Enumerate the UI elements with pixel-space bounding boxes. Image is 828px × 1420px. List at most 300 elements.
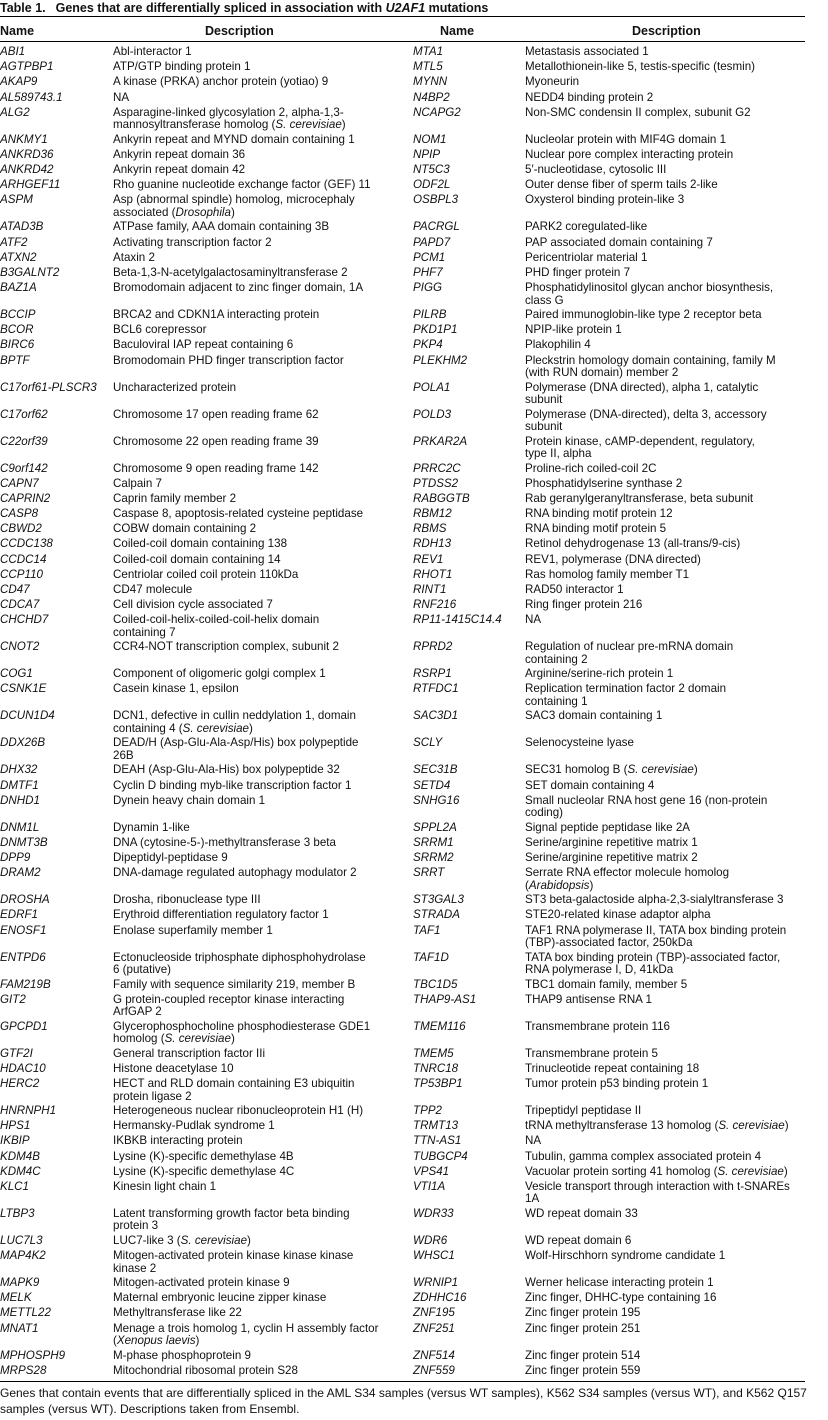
cell-line: 1A (525, 1192, 540, 1206)
cell-line: RP11-1415C14.4 (413, 613, 502, 627)
gene-description-left (113, 1151, 413, 1166)
gene-description-left (113, 837, 413, 852)
gene-description-right (525, 1292, 820, 1307)
gene-name-right (413, 382, 525, 409)
cell-line: Latent transforming growth factor beta binding (113, 1206, 350, 1220)
cell-line: Mitogen-activated protein kinase kinase kinase (113, 1249, 354, 1263)
cell-line: SRRM2 (413, 851, 454, 865)
cell-line: ATF2 (0, 235, 28, 249)
gene-description-left (113, 1350, 413, 1365)
gene-name-left (0, 1323, 113, 1350)
species-name: S. cerevisiae (164, 1032, 231, 1046)
gene-description-left (113, 764, 413, 779)
gene-description-left (113, 92, 413, 107)
gene-name-right (413, 1151, 525, 1166)
gene-description-right (525, 1166, 820, 1181)
gene-description-right (525, 1235, 820, 1250)
cell-line: Serine/arginine repetitive matrix 2 (525, 851, 698, 865)
cell-line: (with RUN domain) member 2 (525, 366, 679, 380)
cell-line: Hermansky-Pudlak syndrome 1 (113, 1119, 275, 1133)
cell-line: KDM4B (0, 1149, 40, 1163)
cell-line: Dynamin 1-like (113, 820, 190, 834)
gene-description-right (525, 523, 820, 538)
gene-name-right (413, 164, 525, 179)
gene-name-left (0, 355, 113, 382)
gene-description-right (525, 436, 820, 463)
gene-description-right (525, 1323, 820, 1350)
cell-line: containing 2 (525, 652, 588, 666)
cell-line: RNA polymerase I, D, 41kDa (525, 963, 674, 977)
cell-line: Mitochondrial ribosomal protein S28 (113, 1363, 298, 1377)
cell-line: IKBIP (0, 1134, 30, 1148)
gene-name-left (0, 508, 113, 523)
cell-line: NT5C3 (413, 163, 450, 177)
gene-description-left (113, 1277, 413, 1292)
cell-line: BCCIP (0, 308, 36, 322)
cell-line: homolog (S. cerevisiae) (113, 1032, 235, 1046)
gene-description-right (525, 493, 820, 508)
cell-line: (TBP)-associated factor, 250kDa (525, 936, 693, 950)
cell-line: ATPase family, AAA domain containing 3B (113, 220, 330, 234)
cell-line: PILRB (413, 308, 447, 322)
gene-description-right (525, 710, 820, 737)
gene-name-left (0, 668, 113, 683)
gene-name-right (413, 76, 525, 91)
cell-line: TBC1D5 (413, 977, 458, 991)
cell-line: TATA box binding protein (TBP)-associated factor, (525, 950, 781, 964)
gene-description-left (113, 149, 413, 164)
cell-line: STE20-related kinase adaptor alpha (525, 908, 711, 922)
cell-line: mannosyltransferase homolog (S. cerevisiae) (113, 118, 346, 132)
gene-name-left (0, 46, 113, 61)
cell-line: HNRNPH1 (0, 1104, 57, 1118)
gene-description-right (525, 107, 820, 134)
gene-description-right (525, 1021, 820, 1048)
cell-line: M-phase phosphoprotein 9 (113, 1348, 251, 1362)
gene-name-right (413, 194, 525, 221)
cell-line: BAZ1A (0, 281, 37, 295)
gene-name-left (0, 282, 113, 309)
cell-line: CD47 molecule (113, 582, 193, 596)
cell-line: type II, alpha (525, 447, 592, 461)
gene-description-right (525, 61, 820, 76)
header-name-right: Name (440, 24, 475, 38)
cell-line: WHSC1 (413, 1249, 455, 1263)
species-name: S. cerevisiae (717, 1164, 784, 1178)
gene-name-left (0, 795, 113, 822)
cell-line: ABI1 (0, 45, 26, 58)
gene-name-right (413, 463, 525, 478)
cell-line: DCUN1D4 (0, 709, 55, 723)
cell-line: 6 (putative) (113, 963, 171, 977)
gene-description-right (525, 324, 820, 339)
gene-name-left (0, 409, 113, 436)
cell-line: Nucleolar protein with MIF4G domain 1 (525, 132, 727, 146)
cell-line: TTN-AS1 (413, 1134, 462, 1148)
cell-line: MELK (0, 1291, 32, 1305)
gene-name-left (0, 952, 113, 979)
gene-description-right (525, 149, 820, 164)
cell-line: Uncharacterized protein (113, 380, 237, 394)
gene-description-right (525, 641, 820, 668)
cell-line: DPP9 (0, 851, 31, 865)
gene-description-left (113, 795, 413, 822)
gene-description-left (113, 493, 413, 508)
gene-name-left (0, 523, 113, 538)
gene-name-left (0, 710, 113, 737)
cell-line: ODF2L (413, 178, 451, 192)
gene-name-left (0, 1048, 113, 1063)
gene-name-left (0, 1292, 113, 1307)
gene-name-left (0, 134, 113, 149)
cell-line: Lysine (K)-specific demethylase 4C (113, 1164, 295, 1178)
gene-name-left (0, 894, 113, 909)
gene-name-left (0, 1235, 113, 1250)
gene-name-left (0, 764, 113, 779)
gene-name-left (0, 1078, 113, 1105)
cell-line: MPHOSPH9 (0, 1348, 66, 1362)
gene-description-left (113, 1235, 413, 1250)
gene-name-right (413, 952, 525, 979)
cell-line: ArfGAP 2 (113, 1005, 162, 1019)
cell-line: Histone deacetylase 10 (113, 1061, 234, 1075)
gene-description-left (113, 1365, 413, 1380)
cell-line: subunit (525, 393, 563, 407)
cell-line: AL589743.1 (0, 90, 63, 104)
cell-line: BIRC6 (0, 338, 35, 352)
cell-line: PRRC2C (413, 461, 461, 475)
cell-line: NOM1 (413, 132, 447, 146)
gene-name-right (413, 867, 525, 894)
gene-description-left (113, 1292, 413, 1307)
cell-line: CDCA7 (0, 598, 40, 612)
cell-line: RTFDC1 (413, 682, 459, 696)
cell-line: Vacuolar protein sorting 41 homolog (S. cerevisiae) (525, 1164, 788, 1178)
cell-line: ANKMY1 (0, 132, 48, 146)
gene-description-right (525, 554, 820, 569)
cell-line: Regulation of nuclear pre-mRNA domain (525, 640, 734, 654)
cell-line: ALG2 (0, 105, 30, 119)
cell-line: ZNF195 (413, 1306, 455, 1320)
gene-name-right (413, 569, 525, 584)
cell-line: MTL5 (413, 60, 443, 74)
gene-name-left (0, 1063, 113, 1078)
cell-line: NEDD4 binding protein 2 (525, 90, 654, 104)
gene-description-left (113, 599, 413, 614)
cell-line: Tripeptidyl peptidase II (525, 1104, 642, 1118)
gene-description-right (525, 822, 820, 837)
bottom-rule (0, 1381, 805, 1382)
gene-name-right (413, 1166, 525, 1181)
cell-line: TPP2 (413, 1104, 442, 1118)
cell-line: SETD4 (413, 778, 451, 792)
cell-line: Signal peptide peptidase like 2A (525, 820, 691, 834)
gene-name-left (0, 837, 113, 852)
gene-name-left (0, 309, 113, 324)
table-label: Table 1. (0, 1, 46, 15)
cell-line: BPTF (0, 353, 30, 367)
gene-name-left (0, 822, 113, 837)
gene-description-right (525, 409, 820, 436)
gene-description-right (525, 979, 820, 994)
gene-description-right (525, 764, 820, 779)
cell-line: KLC1 (0, 1179, 30, 1193)
cell-line: CBWD2 (0, 522, 42, 536)
gene-description-left (113, 1078, 413, 1105)
gene-description-left (113, 641, 413, 668)
gene-description-left (113, 409, 413, 436)
gene-description-right (525, 382, 820, 409)
gene-description-left (113, 436, 413, 463)
cell-line: SCLY (413, 736, 443, 750)
gene-description-left (113, 61, 413, 76)
gene-description-right (525, 282, 820, 309)
gene-description-left (113, 668, 413, 683)
cell-line: VTI1A (413, 1179, 446, 1193)
cell-line: Rab geranylgeranyltransferase, beta subunit (525, 491, 754, 505)
cell-line: Activating transcription factor 2 (113, 235, 272, 249)
cell-line: Ring finger protein 216 (525, 598, 643, 612)
species-name: Arabidopsis (528, 878, 590, 892)
cell-line: TMEM5 (413, 1046, 454, 1060)
gene-name-left (0, 1135, 113, 1150)
gene-description-right (525, 76, 820, 91)
cell-line: Small nucleolar RNA host gene 16 (non-protein (525, 793, 768, 807)
gene-description-right (525, 538, 820, 553)
cell-line: RABGGTB (413, 491, 470, 505)
species-name: S. cerevisiae (182, 721, 249, 735)
cell-line: Pleckstrin homology domain containing, family M (525, 353, 776, 367)
table-caption (0, 0, 828, 16)
cell-line: HDAC10 (0, 1061, 46, 1075)
gene-name-left (0, 267, 113, 282)
gene-description-left (113, 1250, 413, 1277)
cell-line: SRRT (413, 866, 445, 880)
cell-line: MTA1 (413, 45, 444, 58)
gene-description-right (525, 584, 820, 599)
gene-name-right (413, 584, 525, 599)
cell-line: Pericentriolar material 1 (525, 250, 648, 264)
cell-line: CCP110 (0, 567, 43, 581)
gene-name-right (413, 252, 525, 267)
gene-name-left (0, 478, 113, 493)
cell-line: Chromosome 9 open reading frame 142 (113, 461, 319, 475)
cell-line: Family with sequence similarity 219, member B (113, 977, 356, 991)
gene-name-right (413, 221, 525, 236)
cell-line: B3GALNT2 (0, 265, 60, 279)
cell-line: Transmembrane protein 5 (525, 1046, 658, 1060)
cell-line: DNMT3B (0, 835, 48, 849)
gene-description-right (525, 164, 820, 179)
cell-line: Casein kinase 1, epsilon (113, 682, 239, 696)
gene-name-right (413, 979, 525, 994)
cell-line: ZNF559 (413, 1363, 455, 1377)
gene-description-left (113, 107, 413, 134)
cell-line: Calpain 7 (113, 476, 162, 490)
cell-line: ANKRD42 (0, 163, 54, 177)
gene-name-right (413, 1021, 525, 1048)
cell-line: NCAPG2 (413, 105, 461, 119)
gene-name-right (413, 710, 525, 737)
gene-name-left (0, 1166, 113, 1181)
cell-line: GPCPD1 (0, 1019, 48, 1033)
cell-line: MYNN (413, 75, 448, 89)
gene-name-left (0, 92, 113, 107)
cell-line: Transmembrane protein 116 (525, 1019, 670, 1033)
cell-line: protein 3 (113, 1219, 159, 1233)
gene-description-right (525, 179, 820, 194)
gene-description-left (113, 979, 413, 994)
cell-line: SPPL2A (413, 820, 457, 834)
cell-line: RAD50 interactor 1 (525, 582, 624, 596)
cell-line: RPRD2 (413, 640, 453, 654)
gene-name-left (0, 382, 113, 409)
gene-description-right (525, 1277, 820, 1292)
cell-line: VPS41 (413, 1164, 450, 1178)
gene-name-right (413, 107, 525, 134)
gene-name-left (0, 237, 113, 252)
cell-line: Component of oligomeric golgi complex 1 (113, 667, 326, 681)
gene-name-left (0, 61, 113, 76)
gene-name-left (0, 149, 113, 164)
cell-line: protein ligase 2 (113, 1089, 192, 1103)
gene-name-right (413, 179, 525, 194)
gene-description-right (525, 46, 820, 61)
gene-description-right (525, 925, 820, 952)
top-rule (0, 16, 805, 17)
species-name: S. cerevisiae (275, 118, 342, 132)
gene-description-left (113, 508, 413, 523)
gene-name-right (413, 1048, 525, 1063)
gene-description-left (113, 1021, 413, 1048)
gene-description-right (525, 1350, 820, 1365)
gene-name-left (0, 538, 113, 553)
gene-description-left (113, 46, 413, 61)
gene-name-right (413, 795, 525, 822)
gene-name-right (413, 925, 525, 952)
gene-description-left (113, 1166, 413, 1181)
cell-line: STRADA (413, 908, 461, 922)
gene-description-right (525, 614, 820, 641)
header-description-right: Description (632, 24, 701, 38)
cell-line: kinase 2 (113, 1261, 157, 1275)
gene-name-left (0, 584, 113, 599)
cell-line: BCOR (0, 323, 34, 337)
gene-description-left (113, 324, 413, 339)
cell-line: Zinc finger protein 514 (525, 1348, 641, 1362)
gene-name-right (413, 1365, 525, 1380)
cell-line: TNRC18 (413, 1061, 459, 1075)
gene-name-right (413, 409, 525, 436)
gene-name-right (413, 1350, 525, 1365)
gene-name-left (0, 1277, 113, 1292)
gene-name-right (413, 764, 525, 779)
cell-line: PARK2 coregulated-like (525, 220, 648, 234)
cell-line: NPIP (413, 147, 441, 161)
cell-line: CD47 (0, 582, 30, 596)
header-description-left: Description (205, 24, 274, 38)
cell-line: WDR33 (413, 1206, 454, 1220)
header-name-left: Name (0, 24, 35, 38)
cell-line: Vesicle transport through interaction with t-SNAREs (525, 1179, 790, 1193)
gene-description-left (113, 382, 413, 409)
gene-description-right (525, 599, 820, 614)
gene-description-left (113, 309, 413, 324)
gene-name-right (413, 641, 525, 668)
species-name: Xenopus laevis (116, 1334, 196, 1348)
species-name: Drosophila (175, 205, 231, 219)
gene-name-left (0, 599, 113, 614)
gene-name-left (0, 867, 113, 894)
gene-name-left (0, 994, 113, 1021)
gene-name-left (0, 339, 113, 354)
gene-name-right (413, 1208, 525, 1235)
gene-description-right (525, 837, 820, 852)
gene-name-right (413, 267, 525, 282)
cell-line: ATP/GTP binding protein 1 (113, 60, 251, 74)
cell-line: TBC1 domain family, member 5 (525, 977, 688, 991)
table-footnote: Genes that contain events that are differentially spliced in the AML S34 samples (versus WT samples), K562 S34 samples (versus WT), and K562 Q157 samples (versus WT). Descriptions taken from Ensembl. (0, 1386, 807, 1416)
cell-line: ST3 beta-galactoside alpha-2,3-sialyltransferase 3 (525, 893, 784, 907)
gene-description-right (525, 1365, 820, 1380)
cell-line: BCL6 corepressor (113, 323, 207, 337)
cell-line: RNA binding motif protein 12 (525, 507, 673, 521)
cell-line: WRNIP1 (413, 1276, 459, 1290)
cell-line: PKD1P1 (413, 323, 458, 337)
gene-name-right (413, 599, 525, 614)
cell-line: POLA1 (413, 380, 451, 394)
cell-line: Maternal embryonic leucine zipper kinase (113, 1291, 327, 1305)
gene-description-right (525, 355, 820, 382)
gene-description-left (113, 355, 413, 382)
gene-description-right (525, 795, 820, 822)
cell-line: POLD3 (413, 407, 452, 421)
gene-description-right (525, 267, 820, 282)
gene-name-right (413, 46, 525, 61)
gene-name-right (413, 737, 525, 764)
cell-line: Myoneurin (525, 75, 580, 89)
gene-description-right (525, 1105, 820, 1120)
gene-name-left (0, 683, 113, 710)
cell-line: SAC3 domain containing 1 (525, 709, 663, 723)
gene-description-right (525, 737, 820, 764)
gene-description-left (113, 894, 413, 909)
cell-line: subunit (525, 420, 563, 434)
gene-description-right (525, 1151, 820, 1166)
cell-line: Selenocysteine lyase (525, 736, 634, 750)
gene-description-left (113, 237, 413, 252)
cell-line: Wolf-Hirschhorn syndrome candidate 1 (525, 1249, 726, 1263)
gene-name-left (0, 554, 113, 569)
gene-name-left (0, 1181, 113, 1208)
cell-line: Phosphatidylinositol glycan anchor biosynthesis, (525, 281, 774, 295)
cell-line: 5′-nucleotidase, cytosolic III (525, 163, 667, 177)
cell-line: Enolase superfamily member 1 (113, 923, 273, 937)
cell-line: Mitogen-activated protein kinase 9 (113, 1276, 290, 1290)
gene-name-right (413, 683, 525, 710)
cell-line: Nuclear pore complex interacting protein (525, 147, 734, 161)
gene-description-left (113, 1323, 413, 1350)
cell-line: Phosphatidylserine synthase 2 (525, 476, 683, 490)
cell-line: TAF1D (413, 950, 449, 964)
cell-line: Metallothionein-like 5, testis-specific (tesmin) (525, 60, 756, 74)
cell-line: DMTF1 (0, 778, 39, 792)
cell-line: coding) (525, 806, 564, 820)
cell-line: ANKRD36 (0, 147, 54, 161)
gene-description-right (525, 952, 820, 979)
gene-name-left (0, 194, 113, 221)
gene-description-left (113, 1135, 413, 1150)
